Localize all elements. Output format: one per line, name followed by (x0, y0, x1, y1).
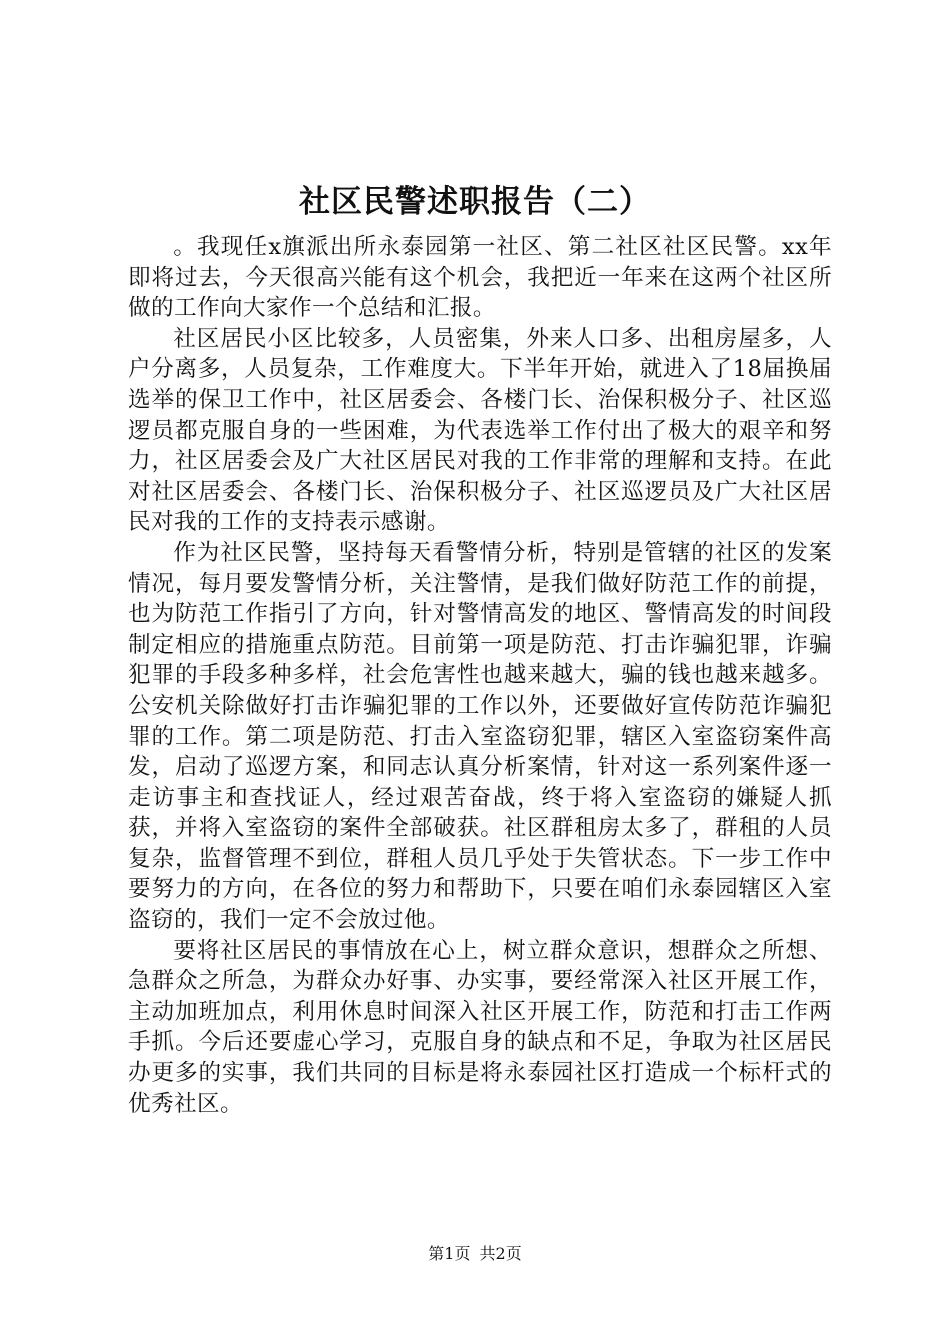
page-footer (0, 1244, 950, 1264)
paragraph-1: 。我现任x旗派出所永泰园第一社区、第二社区社区民警。xx年即将过去，今天很高兴能有这个机会，我把近一年来在这两个社区所做的工作向大家作一个总结和汇报。 (128, 234, 832, 322)
paragraph-3: 作为社区民警，坚持每天看警情分析，特别是管辖的社区的发案情况，每月要发警情分析，关注警情，是我们做好防范工作的前提，也为防范工作指引了方向，针对警情高发的地区、警情高发的时间段制定相应的措施重点防范。目前第一项是防范、打击诈骗犯罪，诈骗犯罪的手段多种多样，社会危害性也越来越大，骗的钱也越来越多。公安机关除做好打击诈骗犯罪的工作以外，还要做好宣传防范诈骗犯罪的工作。第二项是防范、打击入室盗窃犯罪，辖区入室盗窃案件高发，启动了巡逻方案，和同志认真分析案情，针对这一系列案件逐一走访事主和查找证人，经过艰苦奋战，终于将入室盗窃的嫌疑人抓获，并将入室盗窃的案件全部破获。社区群租房太多了，群租的人员复杂，监督管理不到位，群租人员几乎处于失管状态。下一步工作中要努力的方向，在各位的努力和帮助下，只要在咱们永泰园辖区入室盗窃的，我们一定不会放过他。 (128, 539, 832, 934)
paragraph-4: 要将社区居民的事情放在心上，树立群众意识，想群众之所想、急群众之所急，为群众办好事、办实事，要经常深入社区开展工作，主动加班加点，利用休息时间深入社区开展工作，防范和打击工作两手抓。今后还要虚心学习，克服自身的缺点和不足，争取为社区居民办更多的实事，我们共同的目标是将永泰园社区打造成一个标杆式的优秀社区。 (128, 937, 832, 1117)
document-title: 社区民警述职报告（二） (299, 184, 651, 220)
paragraph-2: 社区居民小区比较多，人员密集，外来人口多、出租房屋多，人户分离多，人员复杂，工作难度大。下半年开始，就进入了18届换届选举的保卫工作中，社区居委会、各楼门长、治保积极分子、社区巡逻员都克服自身的一些困难，为代表选举工作付出了极大的艰辛和努力，社区居委会及广大社区居民对我的工作非常的理解和支持。在此对社区居委会、各楼门长、治保积极分子、社区巡逻员及广大社区居民对我的工作的支持表示感谢。 (128, 325, 832, 536)
page-total: 共2页 (479, 1244, 522, 1263)
document-body (128, 232, 832, 1119)
page-number: 第1页 (428, 1244, 471, 1263)
